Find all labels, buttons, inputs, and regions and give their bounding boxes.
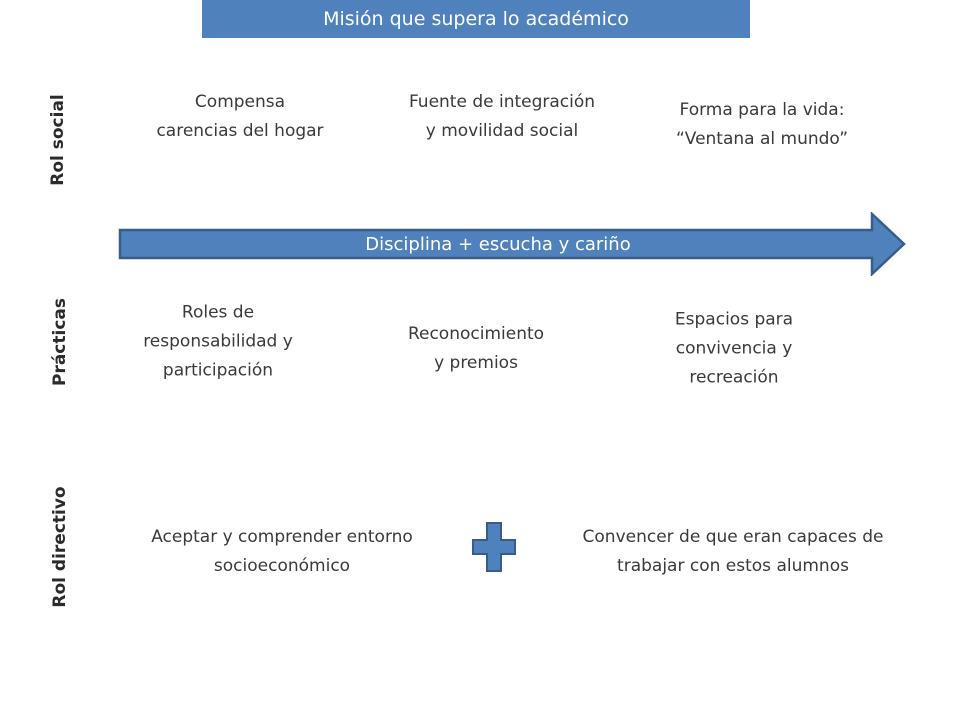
row-label-rol-social: Rol social <box>48 94 68 186</box>
practicas-item-1: Roles de responsabilidad y participación <box>143 302 293 381</box>
plus-icon <box>471 521 517 573</box>
row-label-rol-directivo: Rol directivo <box>50 486 70 608</box>
rol-directivo-item-1: Aceptar y comprender entorno socioeconómico <box>151 527 413 576</box>
row-label-practicas: Prácticas <box>50 297 70 387</box>
rol-social-item-2: Fuente de integración y movilidad social <box>408 92 596 141</box>
rol-social-item-3: Forma para la vida: “Ventana al mundo” <box>675 100 849 149</box>
title-bar <box>202 0 750 38</box>
practicas-item-2: Reconocimiento y premios <box>407 324 545 373</box>
rol-social-item-1: Compensa carencias del hogar <box>156 92 324 141</box>
practicas-item-3: Espacios para convivencia y recreación <box>674 309 794 388</box>
title-text: Misión que supera lo académico <box>323 8 629 30</box>
rol-directivo-item-2: Convencer de que eran capaces de trabajar con estos alumnos <box>582 527 884 576</box>
arrow-label: Disciplina + escucha y cariño <box>365 233 631 255</box>
